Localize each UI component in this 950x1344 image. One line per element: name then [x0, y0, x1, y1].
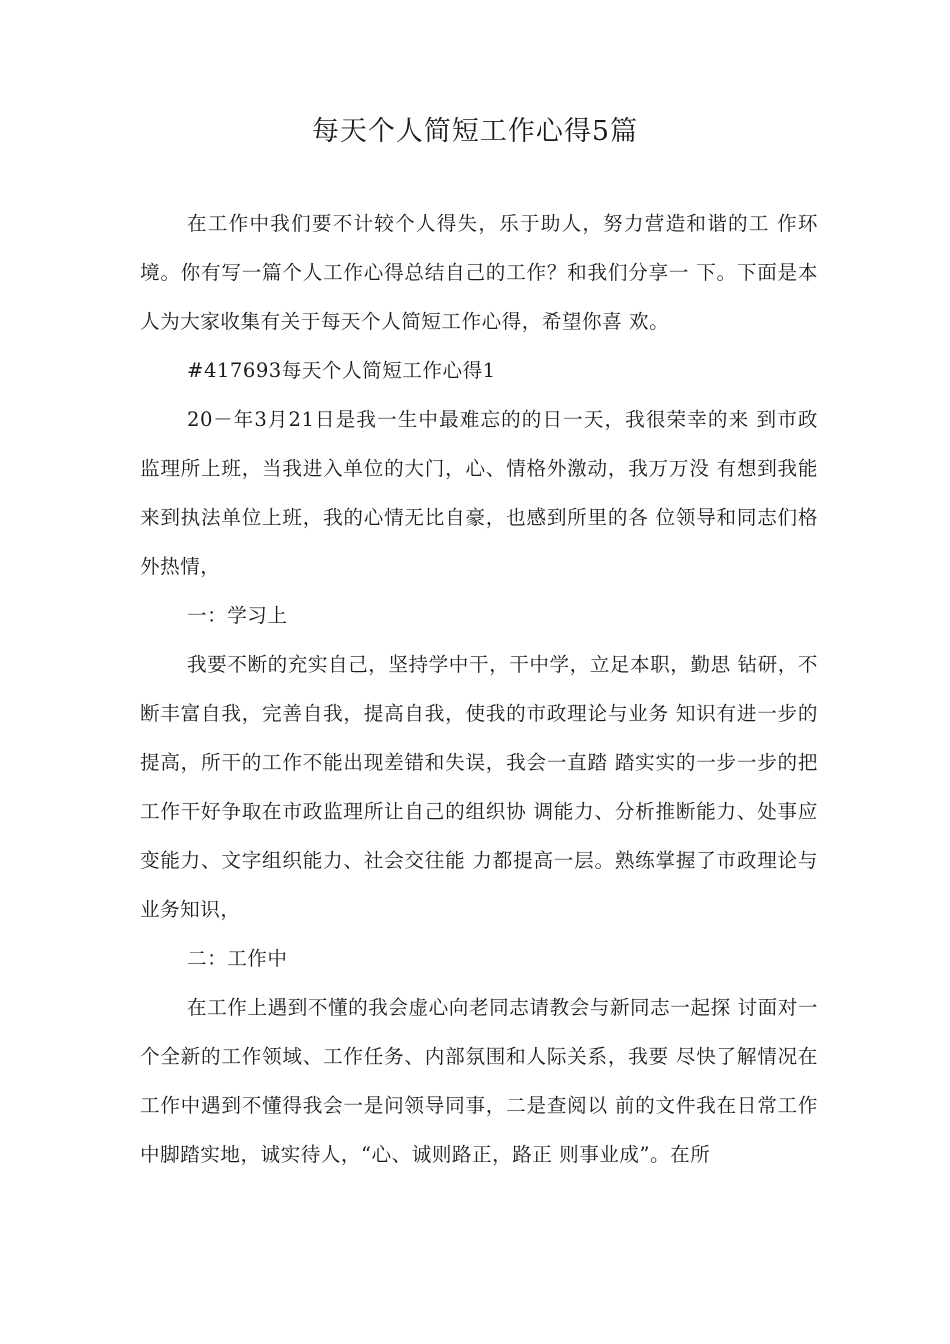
document-body	[140, 199, 818, 1179]
subheading-study: 一：学习上	[187, 604, 288, 627]
intro-paragraph: 在工作中我们要不计较个人得失，乐于助人，努力营造和谐的工 作环境。你有写一篇个人工作心得总结自己的工作？和我们分享一 下。下面是本人为大家收集有关于每天个人简短工作心得，希望你喜 欢。	[140, 212, 818, 333]
section-heading-1: #417693每天个人简短工作心得1	[187, 359, 496, 382]
document-title: 每天个人简短工作心得5篇	[311, 116, 639, 147]
body-paragraph-3: 在工作上遇到不懂的我会虚心向老同志请教会与新同志一起探 讨面对一个全新的工作领域、工作任务、内部氛围和人际关系，我要 尽快了解情况在工作中遇到不懂得我会一是问领导同事，二是查阅以 前的文件我在日常工作中脚踏实地，诚实待人，“心、诚则路正，路正 则事业成”。在所	[140, 996, 818, 1166]
body-paragraph-2: 我要不断的充实自己，坚持学中干，干中学，立足本职，勤思 钻研，不断丰富自我，完善自我，提高自我，使我的市政理论与业务 知识有进一步的提高，所干的工作不能出现差错和失误，我会一直踏 踏实实的一步一步的把工作干好争取在市政监理所让自己的组织协 调能力、分析推断能力、处事应变能力、文字组织能力、社会交往能 力都提高一层。熟练掌握了市政理论与业务知识，	[140, 653, 818, 921]
subheading-work: 二：工作中	[187, 947, 288, 970]
body-paragraph-1: 20－年3月21日是我一生中最难忘的的日一天，我很荣幸的来 到市政监理所上班，当我进入单位的大门，心、情格外激动，我万万没 有想到我能来到执法单位上班，我的心情无比自豪，也感到所里的各 位领导和同志们格外热情，	[140, 408, 818, 578]
